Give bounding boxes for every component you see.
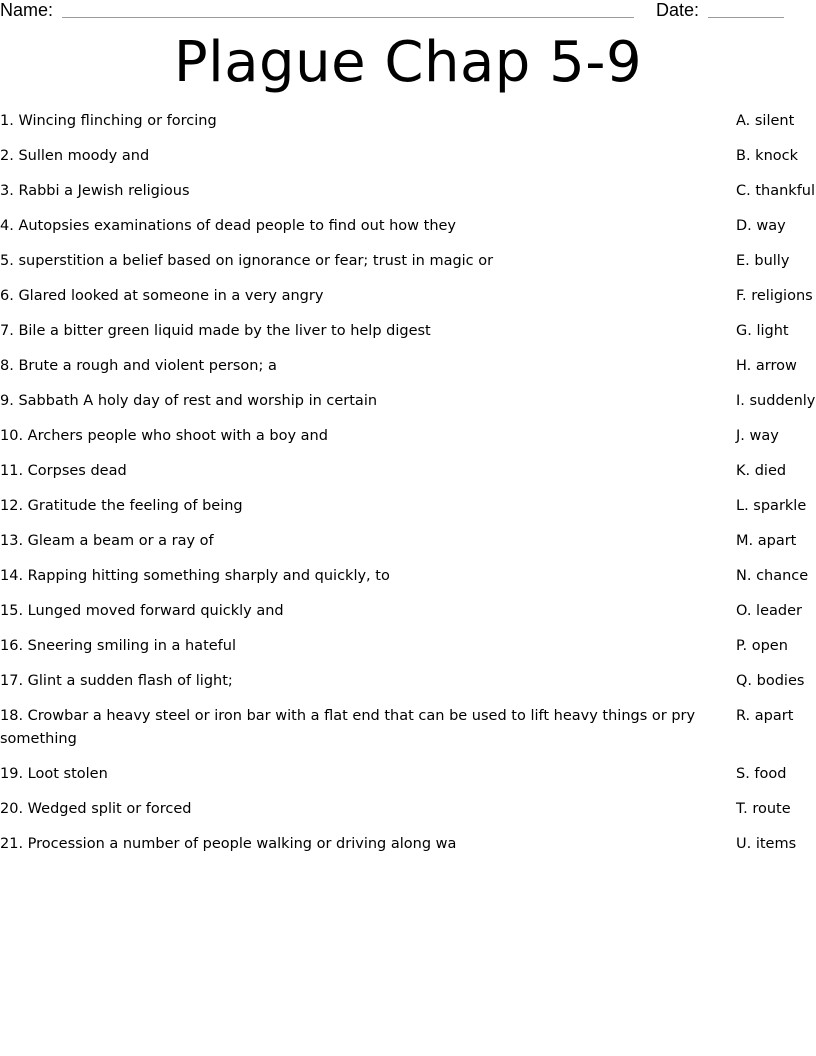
answer-option: L. sparkle (736, 498, 807, 514)
clue-text: 11. Corpses dead (0, 463, 127, 479)
date-label: Date: (656, 0, 700, 20)
clue-text: 12. Gratitude the feeling of being (0, 498, 243, 514)
answer-option: N. chance (736, 568, 809, 584)
answer-option: S. food (736, 766, 787, 782)
list-item (0, 495, 816, 530)
clue-text: 2. Sullen moody and (0, 148, 150, 164)
list-item (0, 600, 816, 635)
clue-text: 16. Sneering smiling in a hateful (0, 638, 236, 654)
list-item (0, 285, 816, 320)
clue-text: 10. Archers people who shoot with a boy and (0, 428, 328, 444)
clue-text: 4. Autopsies examinations of dead people to find out how they (0, 218, 457, 234)
answer-option: U. items (736, 836, 797, 852)
question-list (0, 110, 816, 868)
clue-text: 6. Glared looked at someone in a very angry (0, 288, 324, 304)
list-item (0, 180, 816, 215)
clue-text: 21. Procession a number of people walking or driving along wa (0, 836, 457, 852)
clue-text: 5. superstition a belief based on ignorance or fear; trust in magic or (0, 253, 494, 269)
page-title: Plague Chap 5-9 (173, 30, 643, 95)
list-item (0, 145, 816, 180)
clue-text: 14. Rapping hitting something sharply and quickly, to (0, 568, 390, 584)
answer-option: R. apart (736, 708, 794, 724)
answer-option: D. way (736, 218, 786, 234)
list-item (0, 390, 816, 425)
answer-option: M. apart (736, 533, 797, 549)
name-label: Name: (0, 0, 54, 20)
answer-option: Q. bodies (736, 673, 805, 689)
answer-option: P. open (736, 638, 788, 654)
list-item (0, 460, 816, 495)
list-item (0, 833, 816, 868)
answer-option: H. arrow (736, 358, 797, 374)
list-item (0, 670, 816, 705)
answer-option: B. knock (736, 148, 798, 164)
answer-option: E. bully (736, 253, 790, 269)
list-item (0, 763, 816, 798)
clue-text: 1. Wincing flinching or forcing (0, 113, 217, 129)
list-item (0, 705, 816, 763)
answer-option: G. light (736, 323, 789, 339)
clue-text: 7. Bile a bitter green liquid made by the liver to help digest (0, 323, 431, 339)
answer-option: K. died (736, 463, 787, 479)
clue-text: 9. Sabbath A holy day of rest and worship in certain (0, 393, 378, 409)
clue-text: 18. Crowbar a heavy steel or iron bar with a flat end that can be used to lift heavy things or pry something (0, 708, 696, 747)
list-item (0, 798, 816, 833)
list-item (0, 425, 816, 460)
answer-option: T. route (736, 801, 791, 817)
list-item (0, 215, 816, 250)
answer-option: O. leader (736, 603, 802, 619)
answer-option: C. thankful (736, 183, 816, 199)
list-item (0, 530, 816, 565)
answer-option: F. religions (736, 288, 813, 304)
clue-text: 8. Brute a rough and violent person; a (0, 358, 277, 374)
list-item (0, 320, 816, 355)
clue-text: 13. Gleam a beam or a ray of (0, 533, 214, 549)
name-line[interactable] (62, 17, 634, 18)
list-item (0, 355, 816, 390)
list-item (0, 250, 816, 285)
answer-option: A. silent (736, 113, 795, 129)
date-line[interactable] (708, 17, 784, 18)
clue-text: 17. Glint a sudden flash of light; (0, 673, 233, 689)
clue-text: 15. Lunged moved forward quickly and (0, 603, 284, 619)
clue-text: 3. Rabbi a Jewish religious (0, 183, 190, 199)
clue-text: 19. Loot stolen (0, 766, 108, 782)
answer-option: I. suddenly (736, 393, 816, 409)
list-item (0, 565, 816, 600)
list-item (0, 635, 816, 670)
answer-option: J. way (736, 428, 779, 444)
clue-text: 20. Wedged split or forced (0, 801, 192, 817)
list-item (0, 110, 816, 145)
header-row (0, 0, 816, 22)
